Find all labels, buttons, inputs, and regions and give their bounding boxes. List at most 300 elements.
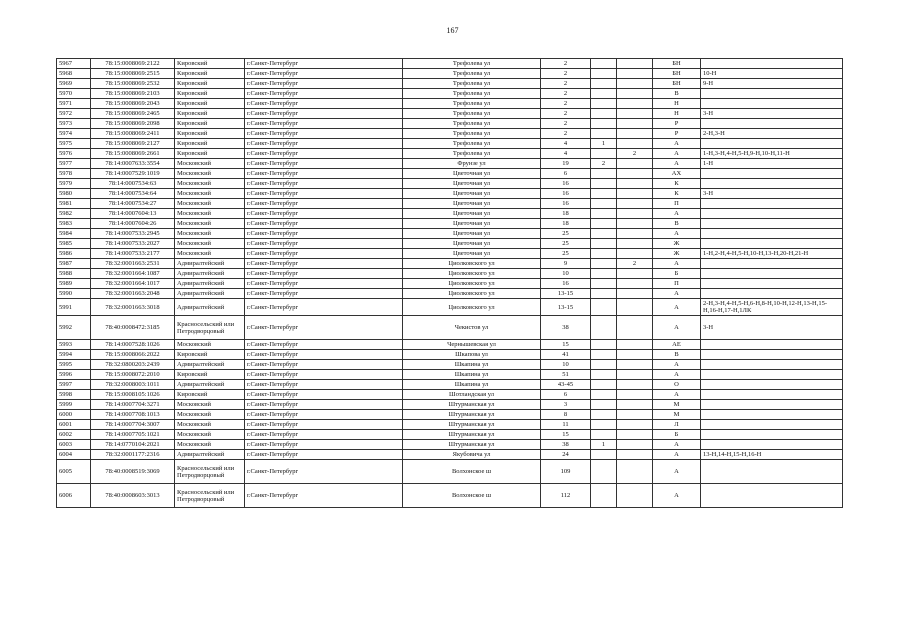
table-row xyxy=(57,59,843,69)
row-number-cell: 5985 xyxy=(57,239,91,249)
premises-cell: 13-Н,14-Н,15-Н,16-Н xyxy=(701,450,843,460)
district-cell: Кировский xyxy=(175,89,245,99)
city-cell: г.Санкт-Петербург xyxy=(245,420,403,430)
premises-cell xyxy=(701,440,843,450)
city-cell: г.Санкт-Петербург xyxy=(245,109,403,119)
street-cell: Циолковского ул xyxy=(403,299,541,316)
table-row xyxy=(57,209,843,219)
premises-cell xyxy=(701,89,843,99)
district-cell: Московский xyxy=(175,440,245,450)
street-cell: Цветочная ул xyxy=(403,189,541,199)
korpus-cell xyxy=(591,89,617,99)
row-number-cell: 5990 xyxy=(57,289,91,299)
district-cell: Адмиралтейский xyxy=(175,380,245,390)
house-number-cell: 4 xyxy=(541,139,591,149)
korpus-cell xyxy=(591,299,617,316)
table-row xyxy=(57,430,843,440)
row-number-cell: 5976 xyxy=(57,149,91,159)
litera-cell: Н xyxy=(653,99,701,109)
row-number-cell: 5987 xyxy=(57,259,91,269)
table-row xyxy=(57,289,843,299)
table-row xyxy=(57,450,843,460)
row-number-cell: 5980 xyxy=(57,189,91,199)
street-cell: Цветочная ул xyxy=(403,169,541,179)
house-number-cell: 2 xyxy=(541,129,591,139)
city-cell: г.Санкт-Петербург xyxy=(245,410,403,420)
litera-cell: АЕ xyxy=(653,340,701,350)
premises-cell xyxy=(701,400,843,410)
house-number-cell: 6 xyxy=(541,169,591,179)
district-cell: Кировский xyxy=(175,129,245,139)
premises-cell: 2-Н,3-Н xyxy=(701,129,843,139)
premises-cell xyxy=(701,199,843,209)
korpus-cell xyxy=(591,279,617,289)
premises-cell: 3-Н xyxy=(701,109,843,119)
table-row xyxy=(57,380,843,390)
cadastral-number-cell: 78:15:0008069:2043 xyxy=(91,99,175,109)
district-cell: Кировский xyxy=(175,69,245,79)
litera-cell: К xyxy=(653,179,701,189)
street-cell: Волхонское ш xyxy=(403,484,541,508)
table-row xyxy=(57,69,843,79)
cadastral-number-cell: 78:32:0001664:1087 xyxy=(91,269,175,279)
street-cell: Циолковского ул xyxy=(403,289,541,299)
cadastral-number-cell: 78:32:0001663:2531 xyxy=(91,259,175,269)
cadastral-number-cell: 78:14:0007604:26 xyxy=(91,219,175,229)
litera-cell: Р xyxy=(653,129,701,139)
premises-cell xyxy=(701,269,843,279)
district-cell: Кировский xyxy=(175,109,245,119)
district-cell: Кировский xyxy=(175,350,245,360)
table-row xyxy=(57,340,843,350)
korpus-cell xyxy=(591,360,617,370)
city-cell: г.Санкт-Петербург xyxy=(245,400,403,410)
house-number-cell: 2 xyxy=(541,69,591,79)
cadastral-number-cell: 78:15:0008069:2411 xyxy=(91,129,175,139)
korpus-cell xyxy=(591,316,617,340)
row-number-cell: 5982 xyxy=(57,209,91,219)
korpus-cell: 2 xyxy=(591,159,617,169)
premises-cell xyxy=(701,139,843,149)
row-number-cell: 5986 xyxy=(57,249,91,259)
street-cell: Шкапина ул xyxy=(403,360,541,370)
register-table xyxy=(56,58,843,508)
korpus-cell xyxy=(591,259,617,269)
cadastral-number-cell: 78:32:0001663:3018 xyxy=(91,299,175,316)
table-row xyxy=(57,89,843,99)
cadastral-number-cell: 78:15:0008069:2122 xyxy=(91,59,175,69)
house-number-cell: 13-15 xyxy=(541,299,591,316)
city-cell: г.Санкт-Петербург xyxy=(245,316,403,340)
premises-cell xyxy=(701,179,843,189)
premises-cell: 3-Н xyxy=(701,189,843,199)
street-cell: Штурманская ул xyxy=(403,410,541,420)
premises-cell xyxy=(701,169,843,179)
row-number-cell: 5999 xyxy=(57,400,91,410)
city-cell: г.Санкт-Петербург xyxy=(245,239,403,249)
korpus-cell xyxy=(591,289,617,299)
house-number-cell: 25 xyxy=(541,249,591,259)
table-row xyxy=(57,219,843,229)
city-cell: г.Санкт-Петербург xyxy=(245,360,403,370)
litera-cell: А xyxy=(653,259,701,269)
table-row xyxy=(57,249,843,259)
table-row xyxy=(57,299,843,316)
city-cell: г.Санкт-Петербург xyxy=(245,460,403,484)
stroenie-cell: 2 xyxy=(617,259,653,269)
cadastral-number-cell: 78:40:0008519:3069 xyxy=(91,460,175,484)
table-row xyxy=(57,119,843,129)
house-number-cell: 15 xyxy=(541,430,591,440)
cadastral-number-cell: 78:14:0007529:1019 xyxy=(91,169,175,179)
litera-cell: В xyxy=(653,89,701,99)
house-number-cell: 112 xyxy=(541,484,591,508)
district-cell: Адмиралтейский xyxy=(175,450,245,460)
city-cell: г.Санкт-Петербург xyxy=(245,139,403,149)
korpus-cell xyxy=(591,219,617,229)
cadastral-number-cell: 78:32:0001177:2316 xyxy=(91,450,175,460)
district-cell: Московский xyxy=(175,249,245,259)
house-number-cell: 16 xyxy=(541,199,591,209)
street-cell: Цветочная ул xyxy=(403,219,541,229)
korpus-cell xyxy=(591,109,617,119)
korpus-cell xyxy=(591,370,617,380)
row-number-cell: 5989 xyxy=(57,279,91,289)
cadastral-number-cell: 78:15:0008105:1026 xyxy=(91,390,175,400)
premises-cell xyxy=(701,259,843,269)
table-row xyxy=(57,99,843,109)
stroenie-cell xyxy=(617,450,653,460)
stroenie-cell xyxy=(617,484,653,508)
row-number-cell: 5988 xyxy=(57,269,91,279)
litera-cell: Р xyxy=(653,119,701,129)
table-row xyxy=(57,79,843,89)
house-number-cell: 4 xyxy=(541,149,591,159)
city-cell: г.Санкт-Петербург xyxy=(245,149,403,159)
city-cell: г.Санкт-Петербург xyxy=(245,199,403,209)
street-cell: Чекистов ул xyxy=(403,316,541,340)
korpus-cell: 1 xyxy=(591,139,617,149)
litera-cell: БН xyxy=(653,79,701,89)
district-cell: Кировский xyxy=(175,390,245,400)
stroenie-cell xyxy=(617,229,653,239)
korpus-cell xyxy=(591,149,617,159)
table-row xyxy=(57,410,843,420)
city-cell: г.Санкт-Петербург xyxy=(245,299,403,316)
row-number-cell: 5972 xyxy=(57,109,91,119)
house-number-cell: 24 xyxy=(541,450,591,460)
cadastral-number-cell: 78:14:0007704:3271 xyxy=(91,400,175,410)
table-row xyxy=(57,390,843,400)
house-number-cell: 19 xyxy=(541,159,591,169)
street-cell: Циолковского ул xyxy=(403,269,541,279)
cadastral-number-cell: 78:14:0007633:3554 xyxy=(91,159,175,169)
litera-cell: Б xyxy=(653,269,701,279)
cadastral-number-cell: 78:40:0008472:3185 xyxy=(91,316,175,340)
street-cell: Трефолева ул xyxy=(403,99,541,109)
street-cell: Волхонское ш xyxy=(403,460,541,484)
stroenie-cell xyxy=(617,189,653,199)
row-number-cell: 5968 xyxy=(57,69,91,79)
litera-cell: К xyxy=(653,189,701,199)
stroenie-cell xyxy=(617,109,653,119)
row-number-cell: 5973 xyxy=(57,119,91,129)
house-number-cell: 16 xyxy=(541,189,591,199)
stroenie-cell xyxy=(617,410,653,420)
house-number-cell: 13-15 xyxy=(541,289,591,299)
row-number-cell: 5996 xyxy=(57,370,91,380)
city-cell: г.Санкт-Петербург xyxy=(245,129,403,139)
stroenie-cell xyxy=(617,350,653,360)
premises-cell xyxy=(701,484,843,508)
korpus-cell xyxy=(591,420,617,430)
stroenie-cell xyxy=(617,199,653,209)
district-cell: Московский xyxy=(175,400,245,410)
table-row xyxy=(57,109,843,119)
litera-cell: Ж xyxy=(653,239,701,249)
premises-cell xyxy=(701,239,843,249)
stroenie-cell xyxy=(617,239,653,249)
litera-cell: А xyxy=(653,289,701,299)
page-number: 167 xyxy=(446,26,459,35)
litera-cell: АХ xyxy=(653,169,701,179)
premises-cell: 9-Н xyxy=(701,79,843,89)
stroenie-cell xyxy=(617,179,653,189)
table-row xyxy=(57,420,843,430)
stroenie-cell xyxy=(617,99,653,109)
cadastral-number-cell: 78:14:0007533:2027 xyxy=(91,239,175,249)
street-cell: Шкапина ул xyxy=(403,380,541,390)
cadastral-number-cell: 78:15:0008069:2127 xyxy=(91,139,175,149)
litera-cell: А xyxy=(653,390,701,400)
litera-cell: А xyxy=(653,149,701,159)
city-cell: г.Санкт-Петербург xyxy=(245,350,403,360)
premises-cell: 10-Н xyxy=(701,69,843,79)
stroenie-cell xyxy=(617,400,653,410)
premises-cell: 1-Н xyxy=(701,159,843,169)
city-cell: г.Санкт-Петербург xyxy=(245,189,403,199)
district-cell: Кировский xyxy=(175,370,245,380)
premises-cell xyxy=(701,229,843,239)
row-number-cell: 5975 xyxy=(57,139,91,149)
cadastral-number-cell: 78:15:0008072:2010 xyxy=(91,370,175,380)
cadastral-number-cell: 78:14:0007708:1013 xyxy=(91,410,175,420)
table-row xyxy=(57,189,843,199)
city-cell: г.Санкт-Петербург xyxy=(245,289,403,299)
house-number-cell: 3 xyxy=(541,400,591,410)
city-cell: г.Санкт-Петербург xyxy=(245,340,403,350)
korpus-cell xyxy=(591,484,617,508)
table-row xyxy=(57,400,843,410)
city-cell: г.Санкт-Петербург xyxy=(245,370,403,380)
district-cell: Кировский xyxy=(175,149,245,159)
house-number-cell: 2 xyxy=(541,119,591,129)
stroenie-cell xyxy=(617,219,653,229)
stroenie-cell xyxy=(617,420,653,430)
house-number-cell: 25 xyxy=(541,229,591,239)
street-cell: Цветочная ул xyxy=(403,209,541,219)
row-number-cell: 6002 xyxy=(57,430,91,440)
house-number-cell: 2 xyxy=(541,59,591,69)
street-cell: Трефолева ул xyxy=(403,119,541,129)
district-cell: Кировский xyxy=(175,79,245,89)
korpus-cell xyxy=(591,59,617,69)
street-cell: Трефолева ул xyxy=(403,109,541,119)
table-row xyxy=(57,440,843,450)
table-row xyxy=(57,239,843,249)
stroenie-cell xyxy=(617,390,653,400)
litera-cell: П xyxy=(653,199,701,209)
litera-cell: А xyxy=(653,450,701,460)
premises-cell xyxy=(701,410,843,420)
stroenie-cell xyxy=(617,289,653,299)
table-row xyxy=(57,159,843,169)
premises-cell: 3-Н xyxy=(701,316,843,340)
district-cell: Московский xyxy=(175,430,245,440)
street-cell: Циолковского ул xyxy=(403,259,541,269)
row-number-cell: 6005 xyxy=(57,460,91,484)
korpus-cell xyxy=(591,209,617,219)
district-cell: Кировский xyxy=(175,119,245,129)
street-cell: Якубовича ул xyxy=(403,450,541,460)
city-cell: г.Санкт-Петербург xyxy=(245,259,403,269)
street-cell: Трефолева ул xyxy=(403,79,541,89)
premises-cell xyxy=(701,390,843,400)
cadastral-number-cell: 78:14:0770104:2021 xyxy=(91,440,175,450)
house-number-cell: 38 xyxy=(541,440,591,450)
house-number-cell: 18 xyxy=(541,219,591,229)
city-cell: г.Санкт-Петербург xyxy=(245,249,403,259)
litera-cell: Ж xyxy=(653,249,701,259)
house-number-cell: 16 xyxy=(541,179,591,189)
cadastral-number-cell: 78:15:0008069:2515 xyxy=(91,69,175,79)
korpus-cell xyxy=(591,239,617,249)
district-cell: Московский xyxy=(175,199,245,209)
table-row xyxy=(57,169,843,179)
korpus-cell xyxy=(591,350,617,360)
city-cell: г.Санкт-Петербург xyxy=(245,450,403,460)
litera-cell: А xyxy=(653,299,701,316)
street-cell: Трефолева ул xyxy=(403,149,541,159)
stroenie-cell xyxy=(617,370,653,380)
stroenie-cell xyxy=(617,460,653,484)
row-number-cell: 6004 xyxy=(57,450,91,460)
district-cell: Адмиралтейский xyxy=(175,299,245,316)
street-cell: Чернышевская ул xyxy=(403,340,541,350)
district-cell: Московский xyxy=(175,179,245,189)
district-cell: Московский xyxy=(175,420,245,430)
street-cell: Циолковского ул xyxy=(403,279,541,289)
city-cell: г.Санкт-Петербург xyxy=(245,179,403,189)
house-number-cell: 15 xyxy=(541,340,591,350)
litera-cell: БН xyxy=(653,69,701,79)
district-cell: Московский xyxy=(175,189,245,199)
stroenie-cell xyxy=(617,299,653,316)
street-cell: Цветочная ул xyxy=(403,229,541,239)
row-number-cell: 6001 xyxy=(57,420,91,430)
district-cell: Кировский xyxy=(175,139,245,149)
litera-cell: А xyxy=(653,370,701,380)
city-cell: г.Санкт-Петербург xyxy=(245,279,403,289)
cadastral-number-cell: 78:32:0008003:1011 xyxy=(91,380,175,390)
premises-cell xyxy=(701,370,843,380)
cadastral-number-cell: 78:15:0008066:2022 xyxy=(91,350,175,360)
stroenie-cell xyxy=(617,79,653,89)
litera-cell: А xyxy=(653,460,701,484)
table-row xyxy=(57,129,843,139)
litera-cell: А xyxy=(653,229,701,239)
district-cell: Адмиралтейский xyxy=(175,289,245,299)
house-number-cell: 2 xyxy=(541,109,591,119)
city-cell: г.Санкт-Петербург xyxy=(245,484,403,508)
premises-cell xyxy=(701,350,843,360)
house-number-cell: 51 xyxy=(541,370,591,380)
cadastral-number-cell: 78:32:0001664:1017 xyxy=(91,279,175,289)
table-row xyxy=(57,229,843,239)
street-cell: Цветочная ул xyxy=(403,239,541,249)
table-row xyxy=(57,199,843,209)
row-number-cell: 5993 xyxy=(57,340,91,350)
premises-cell xyxy=(701,380,843,390)
district-cell: Московский xyxy=(175,219,245,229)
house-number-cell: 11 xyxy=(541,420,591,430)
district-cell: Московский xyxy=(175,239,245,249)
stroenie-cell xyxy=(617,430,653,440)
premises-cell xyxy=(701,99,843,109)
stroenie-cell xyxy=(617,59,653,69)
table-row xyxy=(57,269,843,279)
stroenie-cell xyxy=(617,169,653,179)
cadastral-number-cell: 78:15:0008069:2661 xyxy=(91,149,175,159)
house-number-cell: 2 xyxy=(541,99,591,109)
house-number-cell: 38 xyxy=(541,316,591,340)
litera-cell: Б xyxy=(653,430,701,440)
city-cell: г.Санкт-Петербург xyxy=(245,390,403,400)
stroenie-cell xyxy=(617,279,653,289)
city-cell: г.Санкт-Петербург xyxy=(245,440,403,450)
stroenie-cell xyxy=(617,440,653,450)
korpus-cell xyxy=(591,340,617,350)
row-number-cell: 5983 xyxy=(57,219,91,229)
premises-cell xyxy=(701,219,843,229)
district-cell: Московский xyxy=(175,169,245,179)
district-cell: Московский xyxy=(175,229,245,239)
stroenie-cell xyxy=(617,69,653,79)
korpus-cell xyxy=(591,450,617,460)
litera-cell: В xyxy=(653,350,701,360)
litera-cell: Н xyxy=(653,109,701,119)
litera-cell: Л xyxy=(653,420,701,430)
row-number-cell: 5979 xyxy=(57,179,91,189)
row-number-cell: 5991 xyxy=(57,299,91,316)
stroenie-cell xyxy=(617,129,653,139)
district-cell: Московский xyxy=(175,159,245,169)
district-cell: Красносельский или Петродворцовый xyxy=(175,316,245,340)
street-cell: Трефолева ул xyxy=(403,139,541,149)
register-body xyxy=(57,59,843,508)
table-row xyxy=(57,484,843,508)
litera-cell: БН xyxy=(653,59,701,69)
cadastral-number-cell: 78:14:0007533:2177 xyxy=(91,249,175,259)
house-number-cell: 9 xyxy=(541,259,591,269)
korpus-cell xyxy=(591,400,617,410)
stroenie-cell xyxy=(617,360,653,370)
korpus-cell xyxy=(591,119,617,129)
house-number-cell: 25 xyxy=(541,239,591,249)
litera-cell: А xyxy=(653,440,701,450)
premises-cell xyxy=(701,460,843,484)
litera-cell: М xyxy=(653,400,701,410)
